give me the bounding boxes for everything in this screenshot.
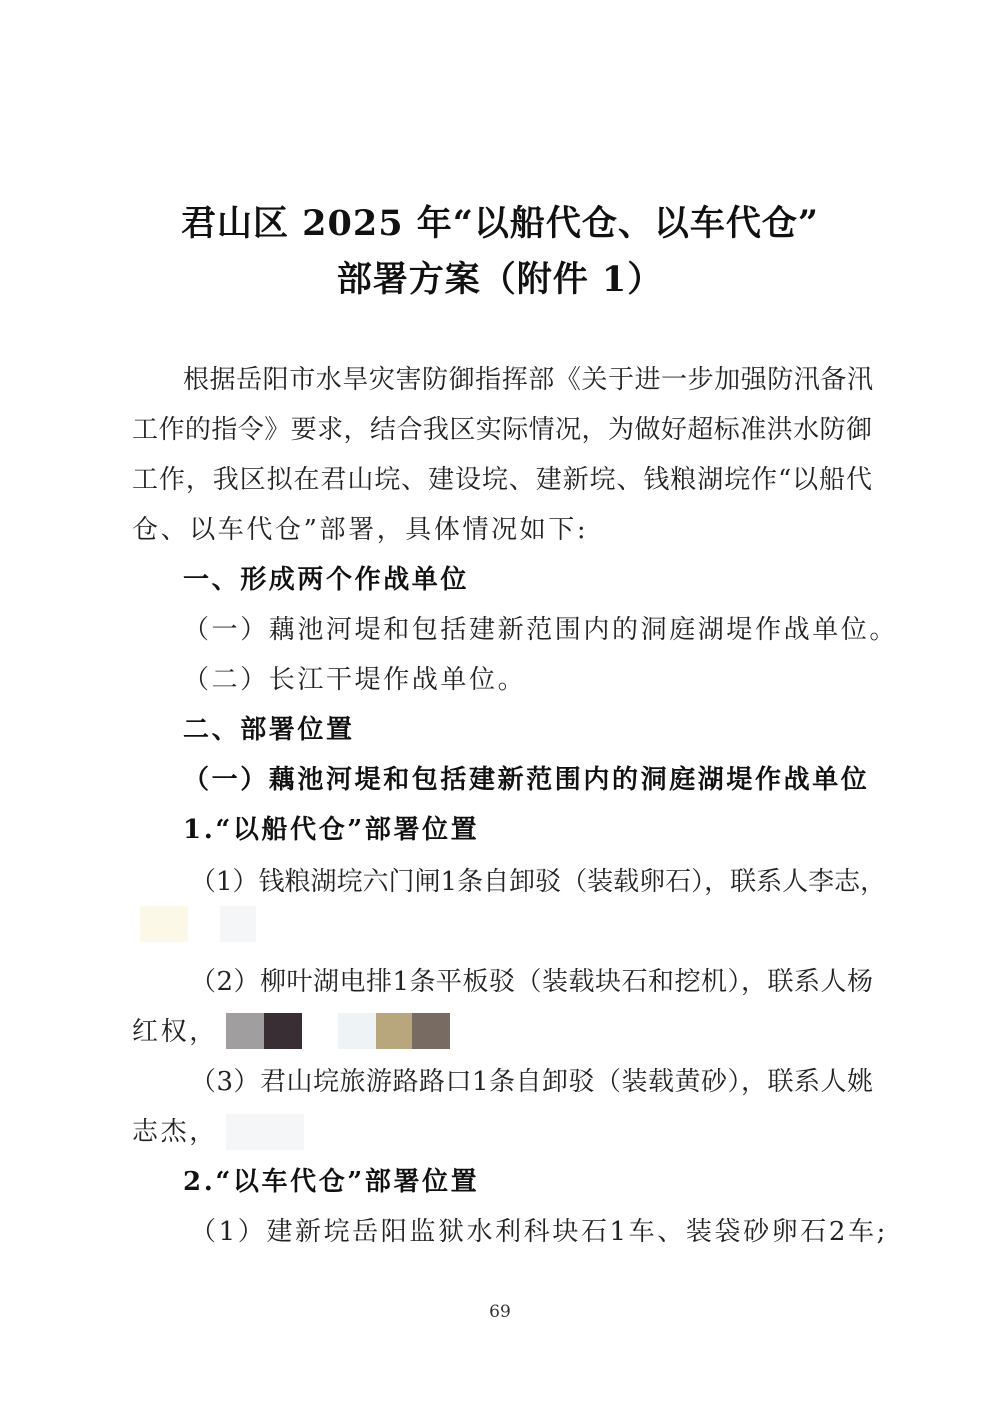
part1-entry2-line2: 红权， [132, 1017, 218, 1047]
part1-entry1: （1）钱粮湖垸六门闸1条自卸驳（装载卵石），联系人李志， [190, 867, 887, 897]
redacted-phone-1b [220, 906, 256, 942]
section2-heading: 二、部署位置 [183, 715, 355, 745]
section2-subheading: （一）藕池河堤和包括建新范围内的洞庭湖堤作战单位 [183, 765, 870, 795]
document-title-line1: 君山区 2025 年“以船代仓、以车代仓” [180, 203, 820, 244]
document-title-line2: 部署方案（附件 1） [336, 259, 664, 300]
redacted-phone-1a [140, 906, 188, 942]
part1-heading: 1.“以船代仓”部署位置 [183, 815, 480, 845]
intro-line-2: 工作的指令》要求，结合我区实际情况，为做好超标准洪水防御 [132, 415, 872, 445]
intro-line-4: 仓、以车代仓”部署，具体情况如下: [132, 515, 589, 545]
part1-entry2-line1: （2）柳叶湖电排1条平板驳（装载块石和挖机），联系人杨 [190, 967, 873, 997]
redacted-phone-2c [338, 1013, 376, 1049]
section1-item2: （二）长江干堤作战单位。 [183, 665, 527, 695]
intro-line-3: 工作，我区拟在君山垸、建设垸、建新垸、钱粮湖垸作“以船代 [132, 465, 872, 495]
redacted-phone-2b [264, 1013, 302, 1049]
section1-heading: 一、形成两个作战单位 [183, 565, 470, 595]
redacted-phone-3 [226, 1114, 304, 1150]
part2-entry1: （1）建新垸岳阳监狱水利科块石1车、装袋砂卵石2车; [190, 1217, 888, 1247]
redacted-phone-2e [412, 1013, 450, 1049]
part2-heading: 2.“以车代仓”部署位置 [183, 1167, 480, 1197]
redacted-phone-2a [226, 1013, 264, 1049]
page-number: 69 [489, 1302, 511, 1322]
redacted-phone-2d [376, 1013, 412, 1049]
part1-entry3-line2: 志杰， [132, 1117, 218, 1147]
part1-entry3-line1: （3）君山垸旅游路路口1条自卸驳（装载黄砂），联系人姚 [190, 1067, 873, 1097]
section1-item1: （一）藕池河堤和包括建新范围内的洞庭湖堤作战单位。 [183, 615, 899, 645]
intro-line-1: 根据岳阳市水旱灾害防御指挥部《关于进一步加强防汛备汛 [183, 365, 873, 395]
